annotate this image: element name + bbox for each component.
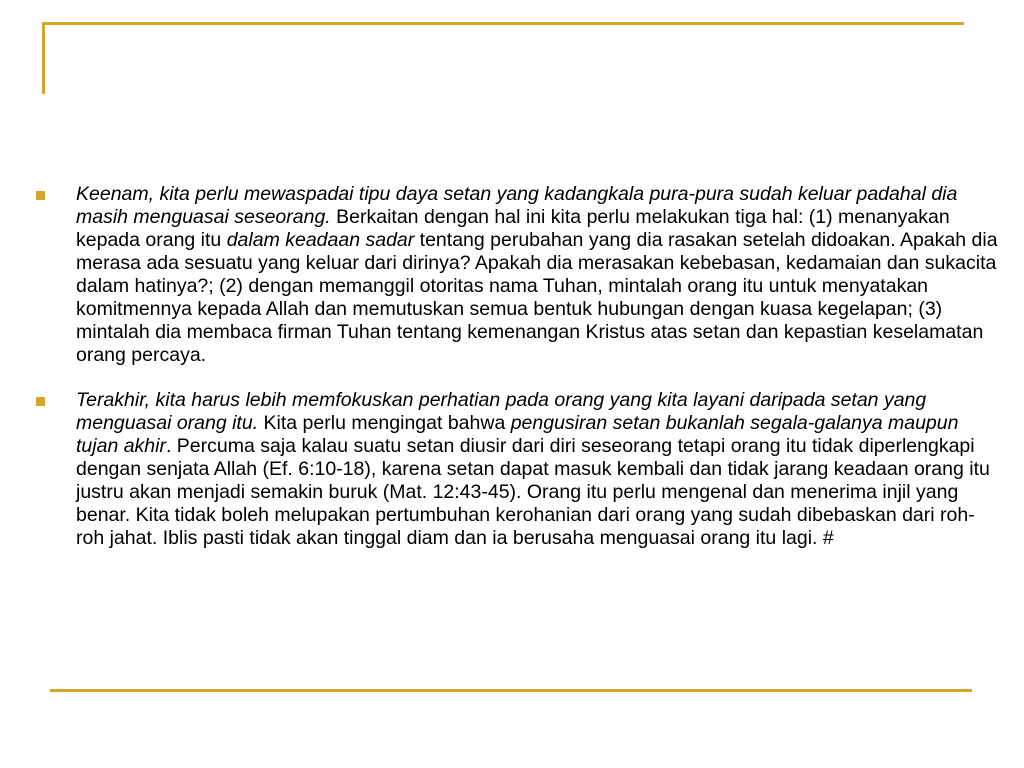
- text-run: Terakhir, kita harus lebih memfokuskan perhatian pada orang yang kita layani daripada setan yang menguasai orang itu.: [76, 389, 927, 434]
- text-run: pengusiran setan bukanlah segala-galanya maupun tujan akhir: [76, 412, 959, 457]
- bullet-item-1: [30, 183, 1000, 367]
- text-run: . Percuma saja kalau suatu setan diusir dari diri seseorang tetapi orang itu tidak diperlengkapi dengan senjata Allah (Ef. 6:10-18), karena setan dapat masuk kembali dan tidak jarang keadaan orang itu justru akan menjadi semakin buruk (Mat. 12:43-45). Orang itu perlu mengenal dan menerima injil yang benar. Kita tidak boleh melupakan pertumbuhan kerohanian dari orang yang sudah dibebaskan dari roh-roh jahat. Iblis pasti tidak akan tinggal diam dan ia berusaha menguasai orang itu lagi. #: [76, 435, 990, 549]
- top-border-line: [42, 22, 964, 25]
- square-bullet-icon: [36, 191, 45, 200]
- square-bullet-icon: [36, 397, 45, 406]
- text-run: Berkaitan dengan hal ini kita perlu melakukan tiga hal: (1) menanyakan kepada orang itu: [76, 206, 950, 251]
- bullet-item-2: [30, 389, 1000, 550]
- text-run: Kita perlu mengingat bahwa: [258, 412, 511, 434]
- text-run: dalam keadaan sadar: [226, 229, 415, 251]
- left-border-line: [42, 22, 45, 94]
- text-run: Keenam, kita perlu mewaspadai tipu daya setan yang kadangkala pura-pura sudah keluar padahal dia masih menguasai seseorang.: [76, 183, 958, 228]
- text-run: tentang perubahan yang dia rasakan setelah didoakan. Apakah dia merasa ada sesuatu yang keluar dari dirinya? Apakah dia merasakan kebebasan, kedamaian dan sukacita dalam hatinya?; (2) dengan memanggil otoritas nama Tuhan, mintalah orang itu untuk menyatakan komitmennya kepada Allah dan memutuskan semua bentuk hubungan dengan kuasa kegelapan; (3) mintalah dia membaca firman Tuhan tentang kemenangan Kristus atas setan dan kepastian keselamatan orang percaya.: [76, 229, 998, 366]
- bottom-border-line: [50, 689, 972, 692]
- slide-content: [30, 183, 1000, 572]
- bullet-text: [76, 389, 990, 549]
- bullet-list: [30, 183, 1000, 550]
- bullet-text: [76, 183, 998, 366]
